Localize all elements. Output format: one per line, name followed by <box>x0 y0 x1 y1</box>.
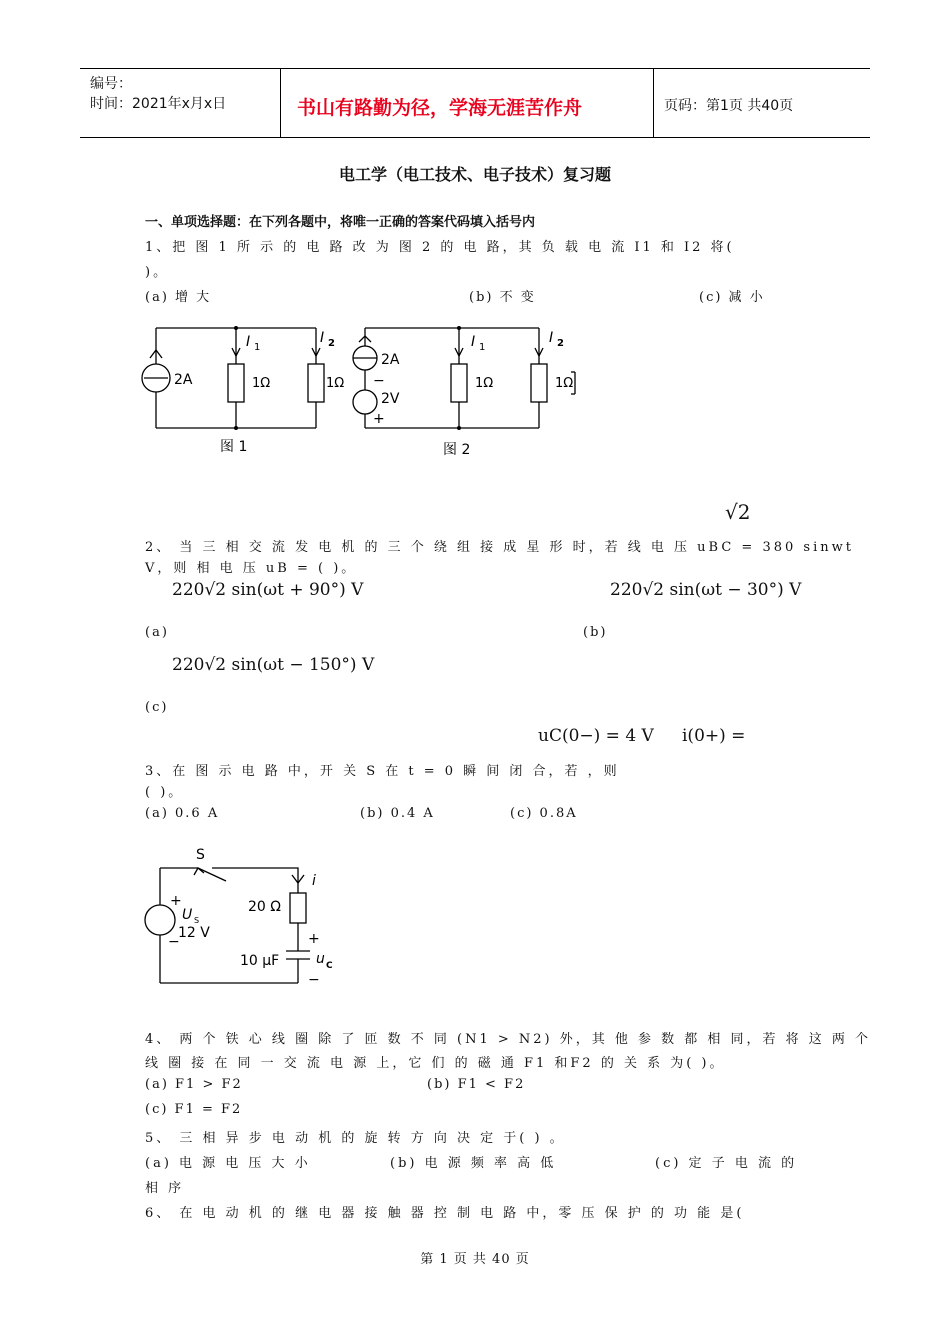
q3-formula-i: i(0+) = <box>682 726 746 746</box>
q5-option-b: (b) 电 源 频 率 高 低 <box>390 1156 557 1171</box>
fig2-i1-label: I <box>471 334 476 350</box>
q2-formula-b: 220√2 sin(ωt − 30°) V <box>610 580 802 600</box>
q6-line1: 6、 在 电 动 机 的 继 电 器 接 触 器 控 制 电 路 中，零 压 保 护 的 功 能 是( <box>145 1206 745 1221</box>
fig1-i1-label: I <box>246 334 251 350</box>
q3-cap-plus: + <box>308 931 320 947</box>
q4-line1: 4、 两 个 铁 心 线 圈 除 了 匝 数 不 同 (N1 > N2) 外，其 他 参 数 都 相 同，若 将 这 两 个 <box>145 1032 872 1047</box>
fig2-r2-label: 1Ω <box>555 376 574 391</box>
section-heading: 一、单项选择题：在下列各题中，将唯一正确的答案代码填入括号内 <box>145 215 536 230</box>
fig1-r2-label: 1Ω <box>326 376 345 391</box>
fig2-i2-sub: 2 <box>557 338 564 349</box>
q4-line2: 线 圈 接 在 同 一 交 流 电 源 上，它 们 的 磁 通 F1 和F2 的 关 系 为( )。 <box>145 1056 726 1071</box>
q3-uc-sub: C <box>326 961 333 971</box>
fig1-source-label: 2A <box>174 372 193 388</box>
q3-capacitor-label: 10 μF <box>240 953 280 969</box>
q5-line1: 5、 三 相 异 步 电 动 机 的 旋 转 方 向 决 定 于( ) 。 <box>145 1131 566 1146</box>
q1-line1: 1、把 图 1 所 示 的 电 路 改 为 图 2 的 电 路，其 负 载 电 流 I1 和 I2 将( <box>145 240 735 255</box>
q3-option-c: (c) 0.8A <box>510 806 578 821</box>
q4-option-b: (b) F1 < F2 <box>427 1077 526 1092</box>
q1-line2: )。 <box>145 265 170 280</box>
q3-source-value: 12 V <box>178 925 210 941</box>
q2-line1: 2、 当 三 相 交 流 发 电 机 的 三 个 绕 组 接 成 星 形 时，若 线 电 压 uBC = 380 sinwt <box>145 540 854 555</box>
q3-current-label: i <box>312 873 316 889</box>
q3-uc-label: u <box>316 951 325 967</box>
q1-option-c: (c) 减 小 <box>699 290 765 305</box>
q2-option-a: (a) <box>145 625 169 640</box>
q2-formula-a: 220√2 sin(ωt + 90°) V <box>172 580 364 600</box>
time-label: 时间：2021年x月x日 <box>90 96 227 112</box>
number-label: 编号： <box>90 76 132 92</box>
header-table <box>80 68 870 138</box>
fig2-plus: + <box>373 411 385 427</box>
q2-formula-c: 220√2 sin(ωt − 150°) V <box>172 655 375 675</box>
q3-source-plus: + <box>170 893 182 909</box>
q4-option-a: (a) F1 > F2 <box>145 1077 243 1092</box>
fig2-vsource-label: 2V <box>381 391 400 407</box>
fig2-i1-sub: 1 <box>479 342 486 353</box>
q3-line1: 3、在 图 示 电 路 中，开 关 S 在 t = 0 瞬 间 闭 合，若 ，则 <box>145 764 620 779</box>
fig2-source-label: 2A <box>381 352 400 368</box>
q3-cap-minus: − <box>308 972 320 988</box>
fig2-i2-label: I <box>549 330 554 346</box>
q3-resistor-label: 20 Ω <box>248 899 281 915</box>
q5-option-c-cont: 相 序 <box>145 1181 185 1196</box>
fig1-i1-sub: 1 <box>254 342 261 353</box>
q2-line2: V，则 相 电 压 uB = ( )。 <box>145 561 358 576</box>
q3-source-symbol: U <box>182 907 193 923</box>
figure1-circuit <box>140 320 345 460</box>
q2-option-b: (b) <box>583 625 608 640</box>
q1-option-b: (b) 不 变 <box>469 290 536 305</box>
q3-line2: ( )。 <box>145 785 185 800</box>
fig1-r1-label: 1Ω <box>252 376 271 391</box>
figure2-circuit <box>345 320 585 465</box>
fig1-i2-sub: 2 <box>328 338 335 349</box>
q2-sqrt2: √2 <box>725 500 751 524</box>
q5-option-c: (c) 定 子 电 流 的 <box>655 1156 798 1171</box>
q3-switch-label: S <box>196 847 205 863</box>
q3-source-sub: S <box>194 916 200 925</box>
q2-option-c: (c) <box>145 700 169 715</box>
fig2-caption: 图 2 <box>443 442 471 458</box>
q3-option-a: (a) 0.6 A <box>145 806 220 821</box>
fig1-i2-label: I <box>320 330 325 346</box>
q3-formula-uc: uC(0−) = 4 V <box>538 726 654 746</box>
page-info: 页码：第1页 共40页 <box>664 98 794 114</box>
q3-option-b: (b) 0.4 A <box>360 806 435 821</box>
page-title: 电工学（电工技术、电子技术）复习题 <box>338 165 611 184</box>
fig1-caption: 图 1 <box>220 439 248 455</box>
q3-source-minus: − <box>168 934 180 950</box>
motto: 书山有路勤为径，学海无涯苦作舟 <box>297 97 583 119</box>
page-footer: 第 1 页 共 40 页 <box>420 1252 530 1267</box>
header-left-cell <box>80 69 281 137</box>
q5-option-a: (a) 电 源 电 压 大 小 <box>145 1156 311 1171</box>
header-motto-cell <box>281 69 654 137</box>
q4-option-c: (c) F1 = F2 <box>145 1102 243 1117</box>
fig2-minus: − <box>373 373 385 389</box>
q3-circuit <box>140 843 350 993</box>
fig2-r1-label: 1Ω <box>475 376 494 391</box>
header-page-cell <box>654 69 870 137</box>
q1-option-a: (a) 增 大 <box>145 290 212 305</box>
